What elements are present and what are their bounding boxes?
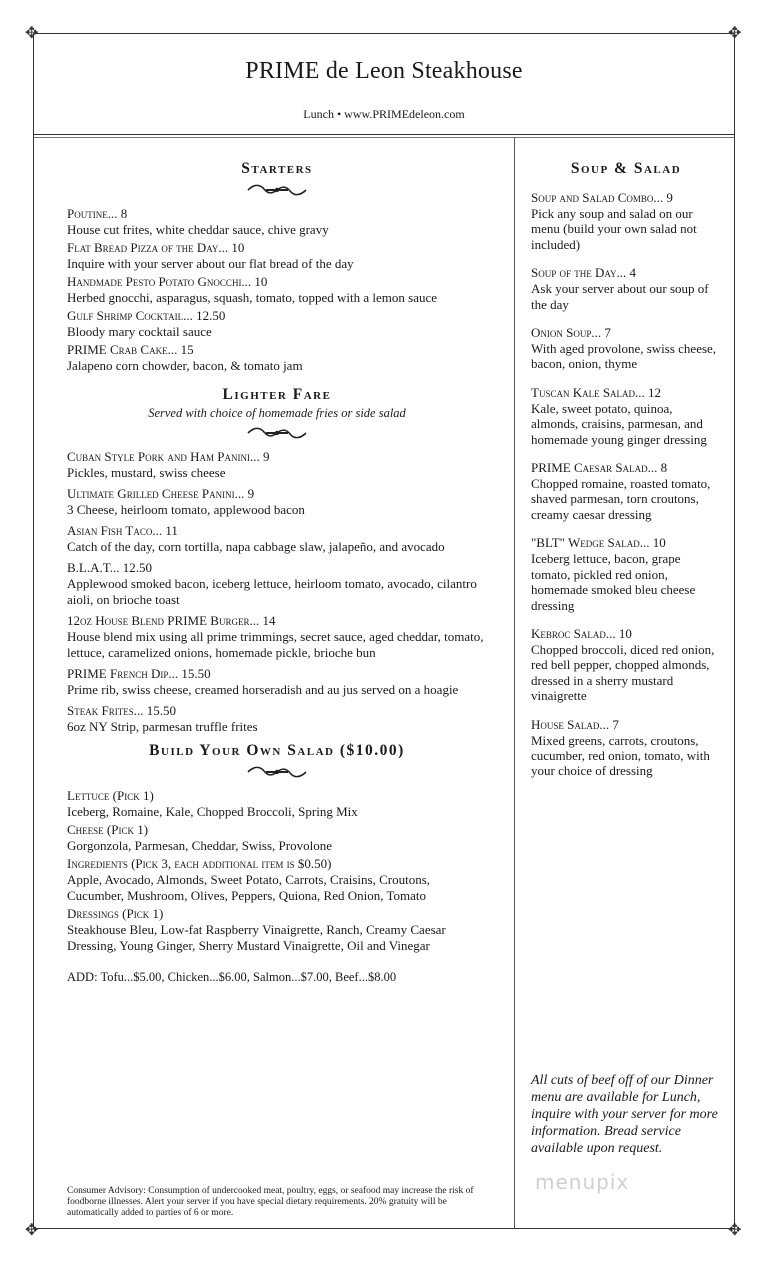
item-description: Ask your server about our soup of the day — [531, 281, 709, 312]
consumer-advisory: Consumer Advisory: Consumption of undercooked meat, poultry, eggs, or seafood may increase the risk of foodborne illnesses. Alert your server if you have special dietary requirements. 20% gratuity will be automatically added to parties of 6 or more. — [67, 1186, 474, 1218]
item-description: Iceberg lettuce, bacon, grape tomato, pickled red onion, homemade smoked bleu cheese dressing — [531, 551, 696, 613]
item-name: Ultimate Grilled Cheese Panini... 9 — [67, 486, 255, 501]
starters-list — [67, 206, 487, 374]
flourish-icon — [246, 764, 308, 780]
item-description: Chopped romaine, roasted tomato, shaved parmesan, torn croutons, creamy caesar dressing — [531, 476, 711, 522]
item-description: Bloody mary cocktail sauce — [67, 324, 212, 339]
header-divider — [34, 137, 734, 138]
menu-item — [67, 206, 487, 238]
item-name: Soup and Salad Combo... 9 — [531, 190, 673, 205]
item-name: Kebroc Salad... 10 — [531, 625, 632, 641]
item-description: House blend mix using all prime trimmings, secret sauce, aged cheddar, tomato, lettuce, caramelized onions, homemade pickle, brioche bun — [67, 629, 484, 660]
item-name: House Salad... 7 — [531, 716, 619, 732]
item-description: With aged provolone, swiss cheese, bacon, onion, thyme — [531, 341, 717, 372]
menu-item — [67, 449, 487, 481]
salad-option-group — [67, 788, 487, 820]
item-name: Handmade Pesto Potato Gnocchi... 10 — [67, 274, 268, 289]
option-name: Lettuce (Pick 1) — [67, 788, 154, 803]
menu-item — [531, 385, 721, 447]
flourish-icon — [246, 182, 308, 198]
item-description: Herbed gnocchi, asparagus, squash, tomato, topped with a lemon sauce — [67, 290, 438, 305]
item-description: Pickles, mustard, swiss cheese — [67, 465, 226, 480]
item-name: Steak Frites... 15.50 — [67, 703, 176, 718]
corner-ornament-icon: ✥ — [25, 23, 39, 42]
item-name: PRIME French Dip... 15.50 — [67, 666, 211, 681]
menu-item — [67, 560, 487, 608]
item-description: Catch of the day, corn tortilla, napa cabbage slaw, jalapeño, and avocado — [67, 539, 445, 554]
item-description: Prime rib, swiss cheese, creamed horseradish and au jus served on a hoagie — [67, 682, 459, 697]
item-description: Chopped broccoli, diced red onion, red bell pepper, chopped almonds, dressed in a sherry mustard vinaigrette — [531, 641, 715, 704]
option-choices: Gorgonzola, Parmesan, Cheddar, Swiss, Provolone — [67, 838, 332, 853]
option-name: Ingredients (Pick 3, each additional item is $0.50) — [67, 856, 332, 871]
watermark-logo: menupix — [535, 1170, 630, 1194]
menu-item — [531, 265, 721, 312]
menu-item — [67, 240, 487, 272]
build-salad-list — [67, 788, 487, 954]
option-choices: Iceberg, Romaine, Kale, Chopped Broccoli, Spring Mix — [67, 804, 358, 819]
salad-option-group — [67, 822, 487, 854]
option-name: Cheese (Pick 1) — [67, 822, 149, 837]
column-divider — [514, 137, 515, 1229]
option-name: Dressings (Pick 1) — [67, 906, 164, 921]
menu-item — [67, 613, 487, 661]
add-protein-line: ADD: Tofu...$5.00, Chicken...$6.00, Salmon...$7.00, Beef...$8.00 — [67, 970, 397, 984]
item-description: Applewood smoked bacon, iceberg lettuce, heirloom tomato, avocado, cilantro aioli, on brioche toast — [67, 576, 477, 607]
salad-option-group — [67, 906, 487, 954]
menu-item — [67, 342, 487, 374]
section-heading-lighter-fare: Lighter Fare — [222, 386, 332, 403]
flourish-icon — [246, 425, 308, 441]
corner-ornament-icon: ✥ — [25, 1220, 39, 1239]
menu-item — [531, 325, 721, 372]
item-name: Asian Fish Taco... 11 — [67, 523, 178, 538]
lighter-fare-list — [67, 449, 487, 735]
item-name: 12oz House Blend PRIME Burger... 14 — [67, 613, 276, 628]
beef-note: All cuts of beef off of our Dinner menu are available for Lunch, inquire with your server for more information. Bread service available upon request. — [531, 1073, 718, 1156]
item-name: Poutine... 8 — [67, 206, 128, 221]
menu-item — [67, 523, 487, 555]
item-description: Mixed greens, carrots, croutons, cucumber, red onion, tomato, with your choice of dressing — [531, 732, 710, 779]
item-description: 3 Cheese, heirloom tomato, applewood bacon — [67, 502, 305, 517]
item-description: Inquire with your server about our flat bread of the day — [67, 256, 354, 271]
menu-item — [67, 486, 487, 518]
menu-subtitle: Lunch • www.PRIMEdeleon.com — [303, 107, 465, 121]
corner-ornament-icon: ✥ — [728, 1220, 742, 1239]
left-column — [67, 160, 487, 985]
header-divider — [34, 134, 734, 135]
menu-item — [531, 717, 721, 779]
section-subheading: Served with choice of homemade fries or side salad — [148, 406, 406, 420]
section-heading-build-salad: Build Your Own Salad ($10.00) — [149, 742, 405, 759]
item-description: Kale, sweet potato, quinoa, almonds, craisins, parmesan, and homemade young ginger dressing — [531, 400, 707, 447]
item-description: Jalapeno corn chowder, bacon, & tomato jam — [67, 358, 303, 373]
menu-item — [67, 274, 487, 306]
menu-item — [531, 190, 721, 252]
item-description: 6oz NY Strip, parmesan truffle frites — [67, 719, 258, 734]
menu-item — [67, 308, 487, 340]
item-name: "BLT" Wedge Salad... 10 — [531, 535, 666, 551]
item-name: Gulf Shrimp Cocktail... 12.50 — [67, 308, 226, 323]
item-description: Pick any soup and salad on our menu (build your own salad not included) — [531, 206, 697, 252]
item-name: Flat Bread Pizza of the Day... 10 — [67, 240, 245, 255]
option-choices: Apple, Avocado, Almonds, Sweet Potato, Carrots, Craisins, Croutons, Cucumber, Mushroom, Olives, Peppers, Quiona, Red Onion, Tomato — [67, 872, 431, 903]
right-column — [531, 160, 721, 792]
item-name: Tuscan Kale Salad... 12 — [531, 384, 662, 400]
menu-item — [531, 535, 721, 613]
restaurant-title: PRIME de Leon Steakhouse — [245, 58, 523, 84]
item-name: Onion Soup... 7 — [531, 325, 611, 341]
menu-item — [531, 626, 721, 704]
item-name: Cuban Style Pork and Ham Panini... 9 — [67, 449, 270, 464]
salad-option-group — [67, 856, 487, 904]
option-choices: Steakhouse Bleu, Low-fat Raspberry Vinaigrette, Ranch, Creamy Caesar Dressing, Young Ginger, Sherry Mustard Vinaigrette, Oil and Vinegar — [67, 922, 446, 953]
section-heading-soup-salad: Soup & Salad — [570, 160, 682, 177]
item-name: B.L.A.T... 12.50 — [67, 560, 152, 575]
item-description: House cut frites, white cheddar sauce, chive gravy — [67, 222, 329, 237]
corner-ornament-icon: ✥ — [728, 23, 742, 42]
item-name: PRIME Crab Cake... 15 — [67, 342, 194, 357]
section-heading-starters: Starters — [241, 160, 313, 177]
menu-item — [67, 666, 487, 698]
menu-item — [67, 703, 487, 735]
item-name: PRIME Caesar Salad... 8 — [531, 460, 668, 476]
item-name: Soup of the Day... 4 — [531, 265, 637, 281]
menu-item — [531, 460, 721, 522]
